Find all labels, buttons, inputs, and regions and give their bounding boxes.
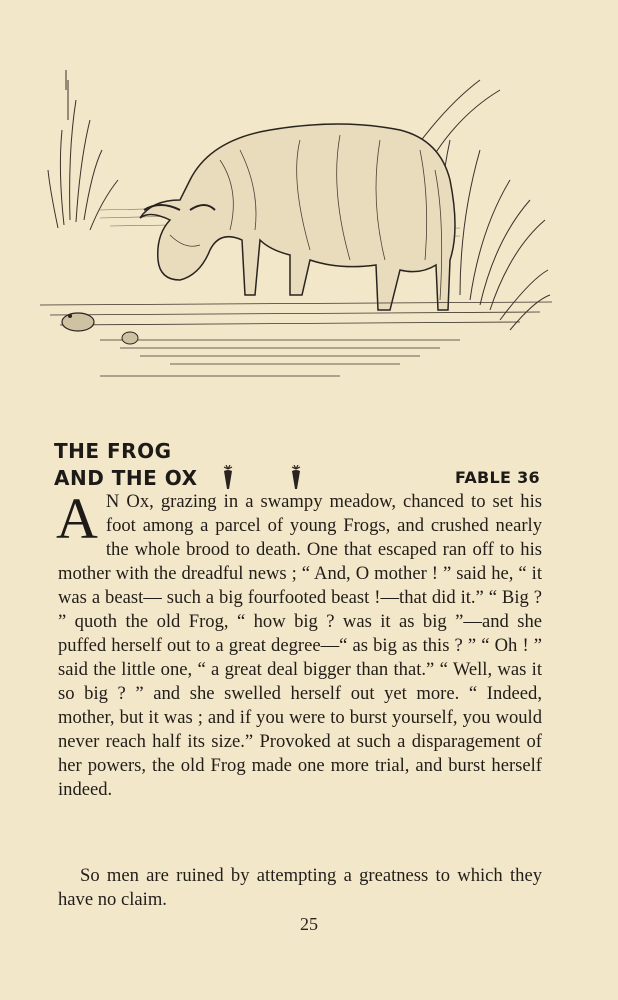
- fable-title: [54, 438, 546, 491]
- fable-body: [56, 486, 542, 802]
- carrot-ornament-icon: [220, 465, 236, 491]
- title-line-1: THE FROG: [54, 439, 172, 463]
- carrot-ornament-icon: [288, 465, 304, 491]
- fable-body-text: N Ox, grazing in a swampy meadow, chanced to set his foot among a parcel of young Frogs, and crushed nearly the whole brood to death. One that escaped ran off to his mother with the dreadful news ; “ And, O mother ! ” said he, “ it was a beast— such a big fourfooted beast !—that did it.” “ Big ? ” quoth the old Frog, “ how big ? was it as big ”—and she puffed herself out to a great degree—“ as big as this ? ” “ Oh ! ” said the little one, “ a great deal bigger than that.” “ Well, was it so big ? ” and she swelled herself out yet more. “ Indeed, mother, but it was ; and if you were to burst yourself, you would never reach half its size.” Provoked at such a disparagement of her powers, the old Frog made one more trial, and burst herself indeed.: [58, 491, 542, 800]
- fable-number: FABLE 36: [454, 468, 540, 487]
- fable-moral: So men are ruined by attempting a greatness to which they have no claim.: [58, 865, 542, 910]
- title-line-2: AND THE OX: [54, 466, 198, 490]
- page-number: 25: [300, 914, 318, 934]
- title-line-2-row: [54, 465, 546, 491]
- ox-frog-illustration: [40, 60, 552, 390]
- drop-cap: A: [56, 486, 98, 551]
